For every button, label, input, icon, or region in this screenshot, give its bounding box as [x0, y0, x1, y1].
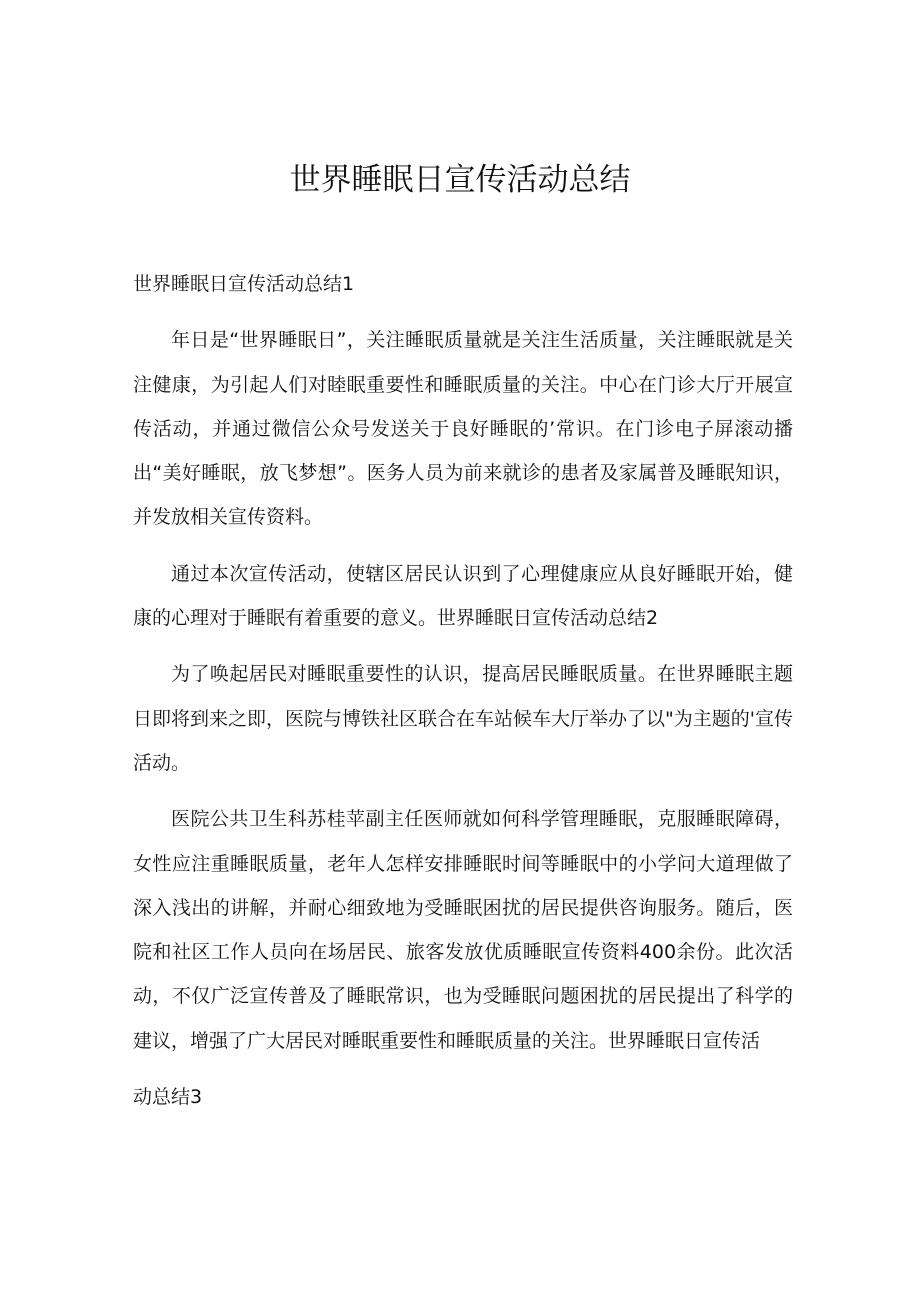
- document-title: 世界睡眠日宣传活动总结: [289, 162, 631, 198]
- section-heading-3-tail: 动总结3: [133, 1086, 203, 1109]
- paragraph: 医院公共卫生科苏桂苹副主任医师就如何科学管理睡眠，克服睡眠障碍，女性应注重睡眠质量，老年人怎样安排睡眠时间等睡眠中的小学问大道理做了深入浅出的讲解，并耐心细致地为受睡眠困扰的居民提供咨询服务。随后，医院和社区工作人员向在场居民、旅客发放优质睡眠宣传资料400余份。此次活动，不仅广泛宣传普及了睡眠常识，也为受睡眠问题困扰的居民提出了科学的建议，增强了广大居民对睡眠重要性和睡眠质量的关注。世界睡眠日宣传活: [133, 808, 793, 1052]
- paragraph: 为了唤起居民对睡眠重要性的认识，提高居民睡眠质量。在世界睡眠主题日即将到来之即，医院与博铁社区联合在车站候车大厅举办了以"为主题的'宣传活动。: [133, 663, 793, 774]
- section-heading-1: 世界睡眠日宣传活动总结1: [133, 273, 355, 295]
- paragraph: 通过本次宣传活动，使辖区居民认识到了心理健康应从良好睡眠开始，健康的心理对于睡眠有着重要的意义。世界睡眠日宣传活动总结2: [133, 562, 793, 630]
- document-body: [133, 262, 793, 1119]
- paragraph: 年日是“世界睡眠日”，关注睡眠质量就是关注生活质量，关注睡眠就是关注健康，为引起人们对睦眠重要性和睡眠质量的关注。中心在门诊大厅开展宣传活动，并通过微信公众号发送关于良好睡眠的’常识。在门诊电子屏滚动播出“美好睡眠，放飞梦想”。医务人员为前来就诊的患者及家属普及睡眠知识，并发放相关宣传资料。: [133, 329, 793, 529]
